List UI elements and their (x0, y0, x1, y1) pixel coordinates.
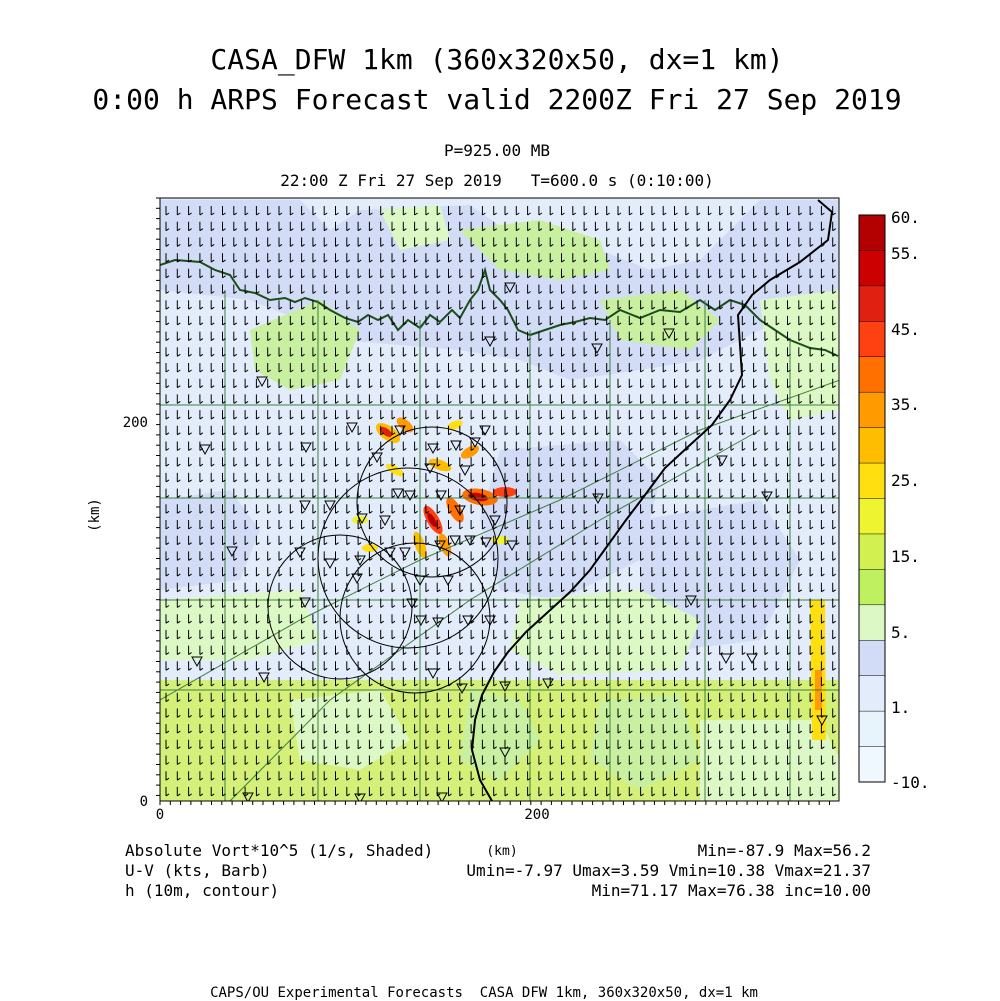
colorbar-label-55: 55. (891, 244, 920, 263)
y-tick-200: 200 (122, 415, 148, 431)
colorbar-label-60: 60. (891, 208, 920, 227)
colorbar-swatch (859, 286, 885, 322)
footer-credit: CAPS/OU Experimental Forecasts CASA DFW 1km, 360x320x50, dx=1 km (210, 985, 758, 1001)
field3-stats: Min=71.17 Max=76.38 inc=10.00 (591, 881, 871, 900)
colorbar-label-1: 1. (891, 698, 911, 717)
colorbar-swatch (859, 250, 885, 286)
colorbar-swatch (859, 499, 885, 535)
y-tick-0: 0 (139, 794, 148, 810)
colorbar-swatch (859, 534, 885, 570)
colorbar (859, 215, 885, 783)
pressure-level: P=925.00 MB (444, 141, 550, 160)
field3-label: h (10m, contour) (125, 881, 280, 900)
title-line-1: CASA_DFW 1km (360x320x50, dx=1 km) (210, 43, 784, 76)
colorbar-label-25: 25. (891, 471, 920, 490)
colorbar-swatch (859, 605, 885, 641)
colorbar-swatch (859, 392, 885, 428)
valid-time: 22:00 Z Fri 27 Sep 2019 T=600.0 s (0:10:00) (280, 171, 714, 190)
colorbar-label-neg10: -10. (891, 773, 930, 792)
colorbar-swatch (859, 463, 885, 499)
x-tick-200: 200 (524, 807, 550, 823)
colorbar-swatch (859, 321, 885, 357)
colorbar-swatch (859, 215, 885, 251)
field2-stats: Umin=-7.97 Umax=3.59 Vmin=10.38 Vmax=21.37 (466, 861, 871, 880)
x-axis-label: (km) (486, 844, 518, 859)
field1-label: Absolute Vort*10^5 (1/s, Shaded) (125, 841, 434, 860)
y-axis-label: (km) (86, 498, 103, 532)
colorbar-swatch (859, 357, 885, 393)
colorbar-swatch (859, 428, 885, 464)
colorbar-label-45: 45. (891, 320, 920, 339)
field2-label: U-V (kts, Barb) (125, 861, 270, 880)
field1-stats: Min=-87.9 Max=56.2 (697, 841, 871, 860)
colorbar-swatch (859, 711, 885, 747)
colorbar-swatch (859, 569, 885, 605)
map-field-layer (160, 198, 840, 803)
colorbar-label-5: 5. (891, 623, 911, 642)
colorbar-label-35: 35. (891, 395, 920, 414)
colorbar-swatch (859, 640, 885, 676)
title-line-2: 0:00 h ARPS Forecast valid 2200Z Fri 27 Sep 2019 (92, 83, 902, 116)
colorbar-label-15: 15. (891, 547, 920, 566)
x-tick-0: 0 (155, 807, 165, 823)
colorbar-swatch (859, 676, 885, 712)
colorbar-swatch (859, 747, 885, 783)
